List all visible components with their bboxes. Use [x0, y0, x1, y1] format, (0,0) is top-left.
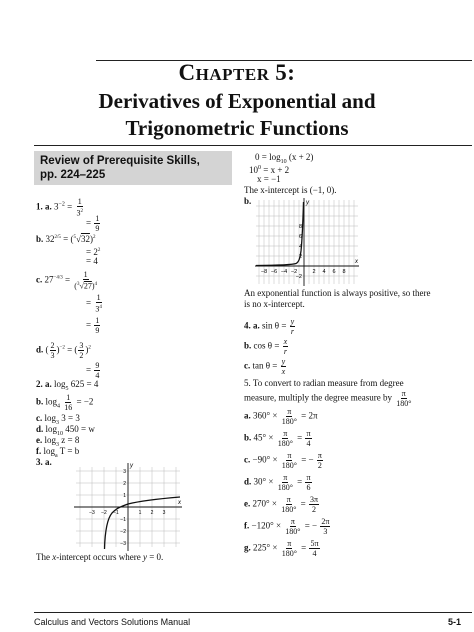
answer-4b: b. cos θ = $\frac{x}{r}$: [244, 337, 288, 356]
graph2-y-label: y: [306, 200, 309, 206]
answer-3b-note-2: is no x-intercept.: [244, 299, 305, 309]
answer-4c: c. tan θ = $\frac{y}{x}$: [244, 357, 286, 376]
footer-title: Calculus and Vectors Solutions Manual: [34, 617, 191, 627]
graph2-x-tick: 6: [332, 269, 336, 275]
graph2-y-tick: 6: [298, 234, 302, 240]
graph1-y-ticks: [120, 469, 126, 547]
answer-3a-intercept: The x-intercept is (−1, 0).: [244, 185, 337, 195]
answer-1c-result: = $\frac{1}{9}$: [86, 316, 100, 335]
graph-log-function: [72, 461, 184, 553]
graph1-x-tick: 1: [138, 510, 142, 516]
answer-1d-result: = $\frac{9}{4}$: [86, 361, 100, 380]
graph2-y-tick: 4: [298, 244, 302, 250]
answer-5e: e. 270° × $\frac{\pi}{180^\circ}$ = $\frac{3\pi}{2}$: [244, 495, 319, 514]
answer-5g: g. 225° × $\frac{\pi}{180^\circ}$ = $\frac{5\pi}{4}$: [244, 539, 319, 558]
title-line-2: Trigonometric Functions: [125, 116, 349, 140]
title-rule: [34, 145, 472, 146]
answer-5f: f. −120° × $\frac{\pi}{180^\circ}$ = − $\frac{2\pi}{3}$: [244, 517, 330, 536]
title-line-1: Derivatives of Exponential and: [98, 89, 376, 113]
graph2-y-tick: 8: [298, 224, 302, 230]
answer-5d: d. 30° × $\frac{\pi}{180^\circ}$ = $\frac{\pi}{6}$: [244, 473, 311, 492]
answer-1d: d. ( $\frac{2}{3}$ )$^{-2}$ = ( $\frac{3}{2}$ )$^2$: [36, 341, 91, 360]
graph2-x-tick: −6: [270, 269, 278, 275]
answer-3b-note-1: An exponential function is always positive, so there: [244, 288, 431, 298]
chapter-heading: CHAPTER 5:: [178, 60, 296, 85]
graph1-x-tick: 2: [150, 510, 154, 516]
graph2-x-tick: −8: [260, 269, 268, 275]
graph2-x-tick: 2: [312, 269, 316, 275]
graph1-y-tick: −2: [120, 529, 126, 535]
answer-1b-result: = 4: [86, 256, 98, 266]
answer-1c-step: = $\frac{1}{3^4}$: [86, 293, 102, 314]
graph1-y-tick: −1: [120, 517, 126, 523]
graph2-x-tick: 8: [342, 269, 346, 275]
graph1-x-tick: −3: [89, 510, 95, 516]
graph1-x-tick: 3: [162, 510, 166, 516]
answer-1a-step: = $\frac{1}{9}$: [86, 214, 100, 233]
graph1-x-tick: −1: [113, 510, 119, 516]
answer-1b-step: = $2^2$: [86, 247, 101, 257]
answer-5-intro-2: measure, multiply the degree measure by $\frac{\pi}{180^\circ}$: [244, 389, 412, 408]
graph2-x-label: x: [355, 259, 358, 265]
graph1-y-tick: −3: [120, 541, 126, 547]
answer-1a: 1. a. $3^{-2}$ = $\frac{1}{3^2}$: [36, 197, 83, 218]
page-number: 5-1: [448, 617, 462, 627]
graph1-y-tick: 2: [123, 481, 126, 487]
answer-2e: e. $\log_3 z = 8$: [36, 435, 80, 448]
graph1-y-label: y: [130, 463, 133, 469]
answer-5-intro-1: 5. To convert to radian measure from degree: [244, 378, 404, 388]
answer-5c: c. −90° × $\frac{\pi}{180^\circ}$ = − $\frac{\pi}{2}$: [244, 451, 322, 470]
graph2-x-tick: −4: [280, 269, 288, 275]
answer-4a: 4. a. sin θ = $\frac{y}{r}$: [244, 317, 295, 336]
graph1-y-tick: 3: [123, 469, 126, 475]
answer-1b: b. $32^{2/5} = (^5√32)^2$: [36, 234, 96, 244]
review-heading: Review of Prerequisite Skills, pp. 224–225: [34, 151, 232, 185]
answer-2a: 2. a. $\log_5 625 = 4$: [36, 379, 99, 392]
graph2-x-tick: −2: [290, 269, 298, 275]
graph2-x-tick: 4: [322, 269, 326, 275]
graph2-x-ticks: [261, 269, 346, 275]
answer-3b-label: b.: [244, 196, 252, 206]
answer-2f: f. $\log_a T = b$: [36, 446, 80, 459]
answer-3a-step3: x = −1: [257, 174, 281, 184]
answer-2d: d. $\log_{10} 450 = w$: [36, 424, 95, 437]
answer-5b: b. 45° × $\frac{\pi}{180^\circ}$ = $\frac{\pi}{4}$: [244, 429, 311, 448]
answer-3a-note: The x-intercept occurs where y = 0.: [36, 552, 164, 562]
graph2-y-tick: 2: [298, 254, 302, 260]
graph1-x-tick: −2: [101, 510, 107, 516]
graph1-x-label: x: [178, 500, 181, 506]
answer-3a-label: 3. a.: [36, 457, 52, 467]
answer-1c: c. $27^{-4/3}$ = $\frac{1}{(^3√27)^4}$: [36, 270, 98, 291]
graph1-x-ticks: [89, 510, 165, 516]
answer-3a-step1: $0 = \log_{10} (x + 2)$: [255, 152, 314, 165]
footer-rule: [34, 612, 472, 613]
answer-3a-step2: $10^0 = x + 2$: [249, 165, 290, 175]
graph1-y-tick: 1: [123, 493, 126, 499]
graph2-y-tick: −2: [295, 274, 302, 280]
answer-2b: b. $\log_4$ $\frac{1}{16}$ = −2: [36, 393, 94, 412]
graph-exponential-function: [254, 196, 360, 288]
answer-2c: c. $\log_3 3 = 3$: [36, 413, 80, 426]
answer-5a: a. 360° × $\frac{\pi}{180^\circ}$ = 2π: [244, 407, 318, 426]
